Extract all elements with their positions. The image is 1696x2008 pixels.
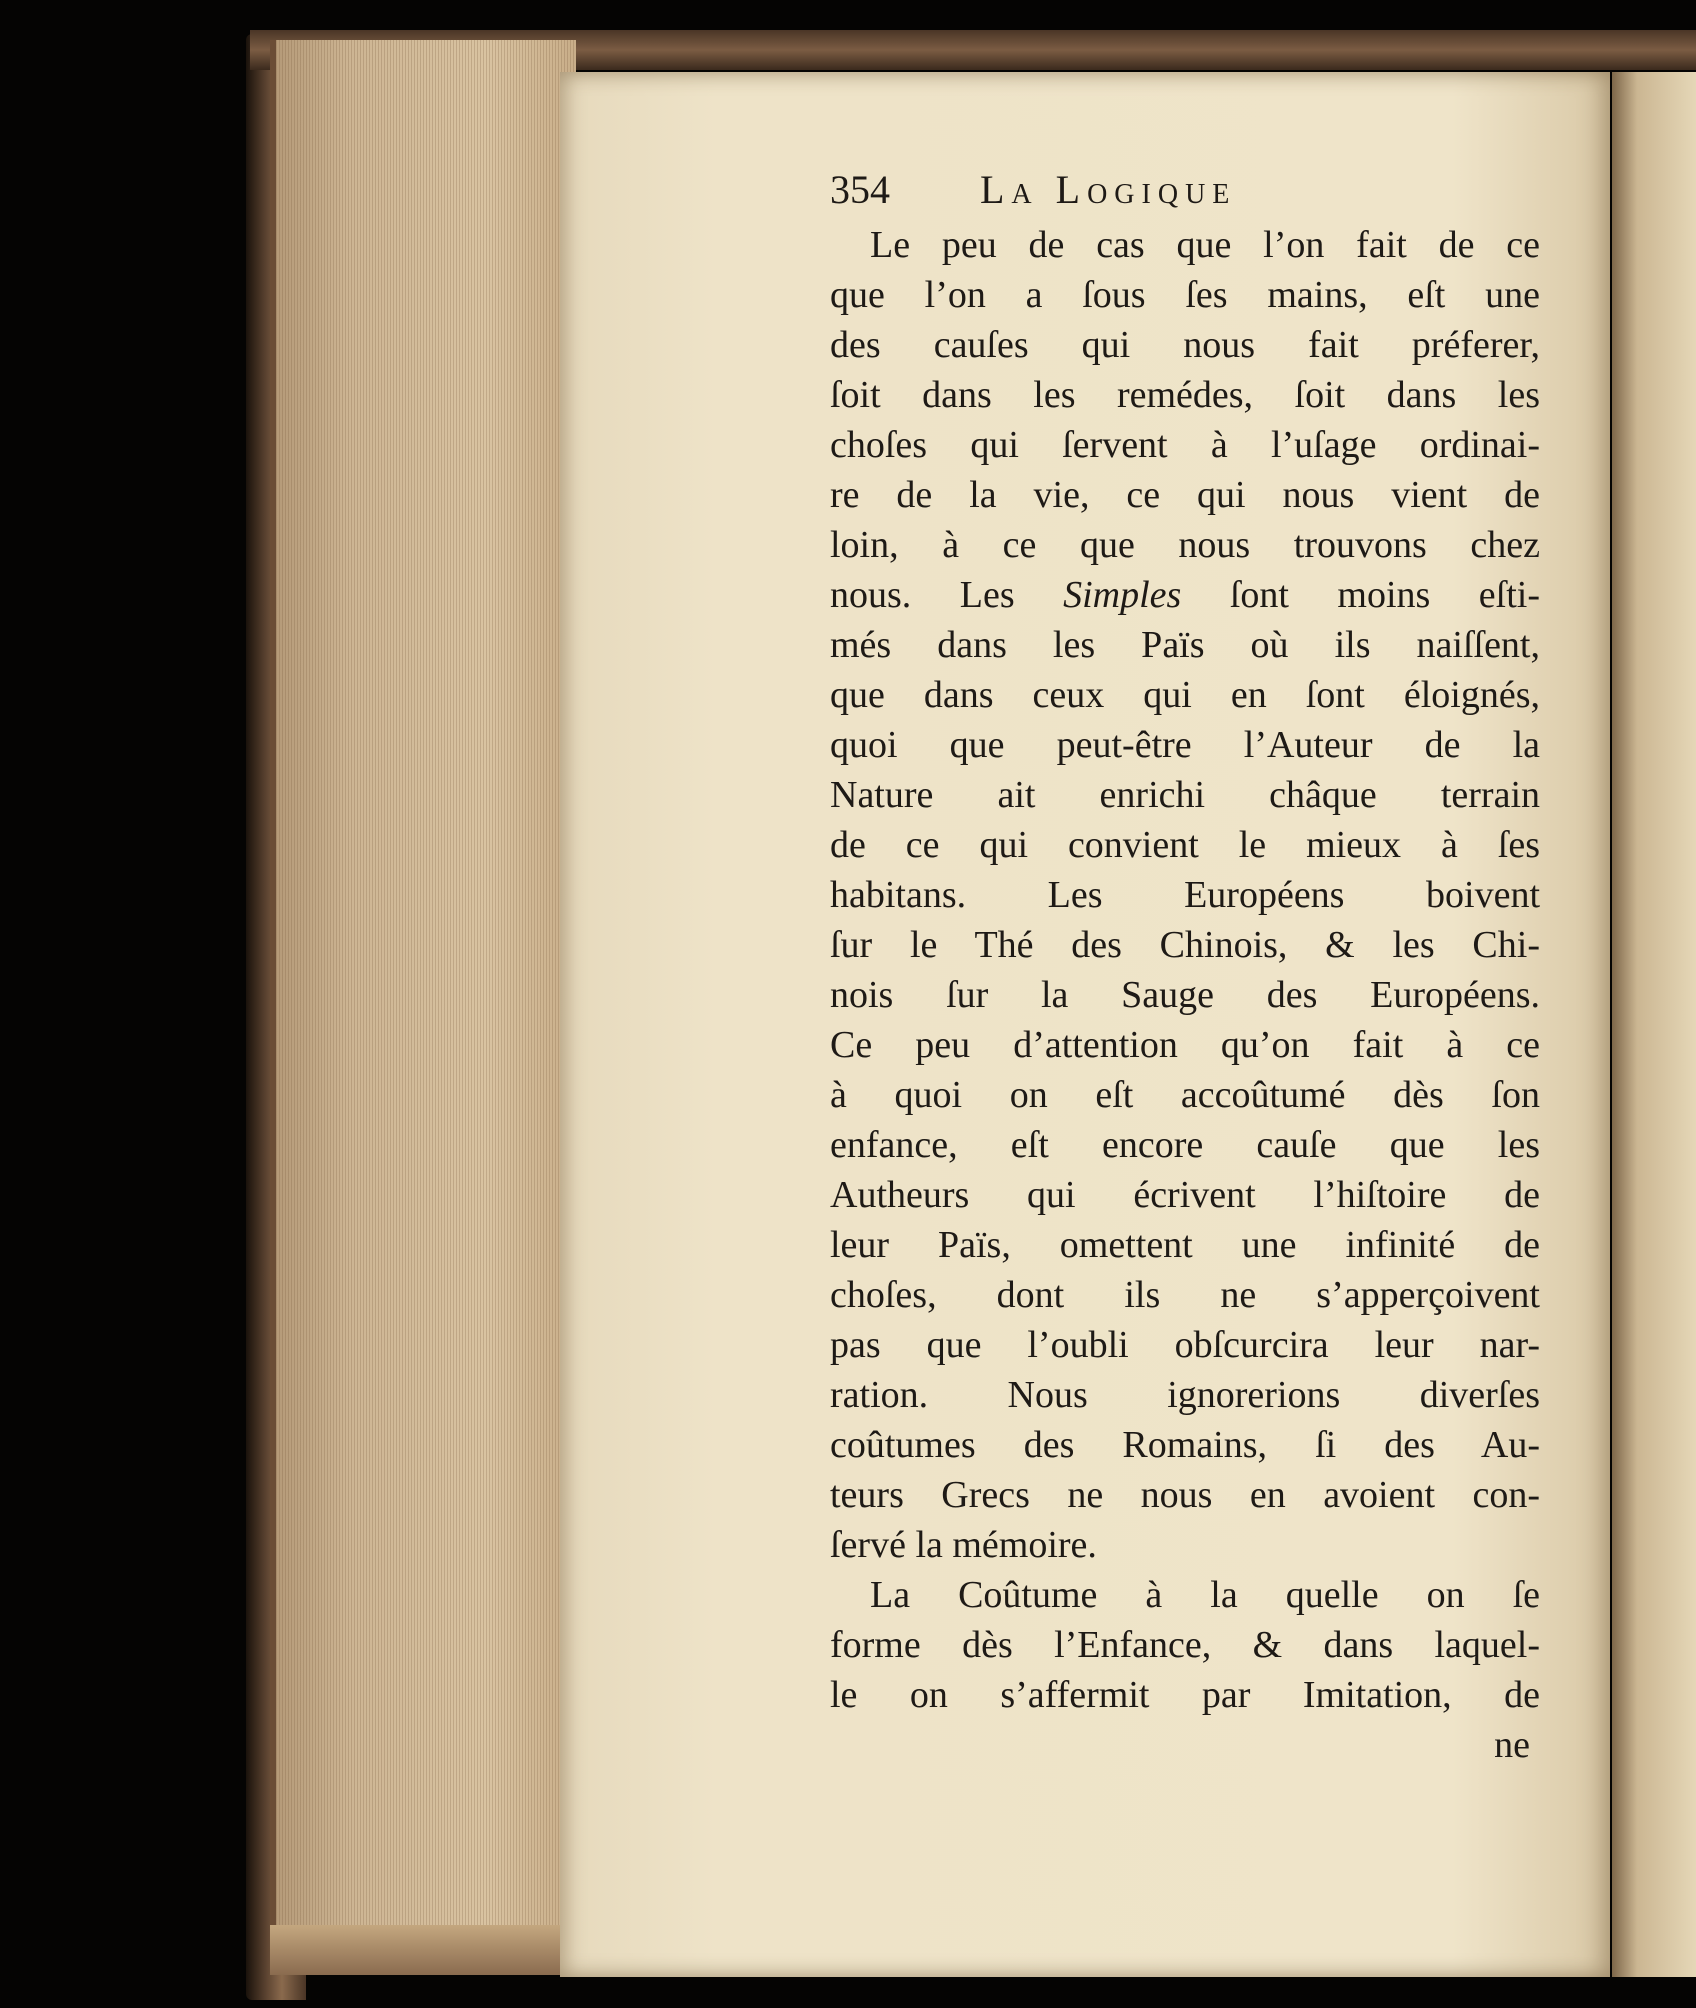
text-line: à quoi on eſt accoûtumé dès ſon <box>830 1074 1540 1116</box>
text-line: ſervé la mémoire. <box>830 1524 1097 1566</box>
paragraph-2 <box>830 1570 1540 1720</box>
text-line: des cauſes qui nous fait préferer, <box>830 324 1540 366</box>
text-line: ſoit dans les remédes, ſoit dans les <box>830 374 1540 416</box>
text-line: Le peu de cas que l’on fait de ce <box>870 224 1540 266</box>
text-line: choſes, dont ils ne s’apperçoivent <box>830 1274 1540 1316</box>
text-line: coûtumes des Romains, ſi des Au- <box>830 1424 1540 1466</box>
paragraph-1 <box>830 220 1540 1570</box>
text-line: pas que l’oubli obſcurcira leur nar- <box>830 1324 1540 1366</box>
page-block-bottom <box>270 1925 570 1975</box>
facing-page-edge <box>1612 72 1696 1977</box>
text-line: le on s’affermit par Imitation, de <box>830 1674 1540 1716</box>
text-line: de ce qui convient le mieux à ſes <box>830 824 1540 866</box>
page-number: 354 <box>830 167 890 212</box>
text-line: que dans ceux qui en ſont éloignés, <box>830 674 1540 716</box>
text-line: Ce peu d’attention qu’on fait à ce <box>830 1024 1540 1066</box>
text-line: més dans les Païs où ils naiſſent, <box>830 624 1540 666</box>
text-line: enfance, eſt encore cauſe que les <box>830 1124 1540 1166</box>
text-line: que l’on a ſous ſes mains, eſt une <box>830 274 1540 316</box>
text-line: nous. Les Simples ſont moins eſti- <box>830 574 1540 616</box>
text-line: loin, à ce que nous trouvons chez <box>830 524 1540 566</box>
text-column <box>830 166 1540 1770</box>
catchword: ne <box>1494 1724 1530 1766</box>
text-line: quoi que peut-être l’Auteur de la <box>830 724 1540 766</box>
text-line: choſes qui ſervent à l’uſage ordinai- <box>830 424 1540 466</box>
text-line: La Coûtume à la quelle on ſe <box>870 1574 1540 1616</box>
italic-word: Simples <box>1063 574 1182 616</box>
text-line: habitans. Les Européens boivent <box>830 874 1540 916</box>
page-header <box>830 166 1540 220</box>
text-line: nois ſur la Sauge des Européens. <box>830 974 1540 1016</box>
text-line: leur Païs, omettent une infinité de <box>830 1224 1540 1266</box>
text-line: Autheurs qui écrivent l’hiſtoire de <box>830 1174 1540 1216</box>
text-line: Nature ait enrichi châque terrain <box>830 774 1540 816</box>
text-line: ration. Nous ignorerions diverſes <box>830 1374 1540 1416</box>
text-line: forme dès l’Enfance, & dans laquel- <box>830 1624 1540 1666</box>
running-title: La Logique <box>980 167 1237 212</box>
text-line: re de la vie, ce qui nous vient de <box>830 474 1540 516</box>
text-line: teurs Grecs ne nous en avoient con- <box>830 1474 1540 1516</box>
page-block-edges <box>270 40 576 1960</box>
text-line: ſur le Thé des Chinois, & les Chi- <box>830 924 1540 966</box>
